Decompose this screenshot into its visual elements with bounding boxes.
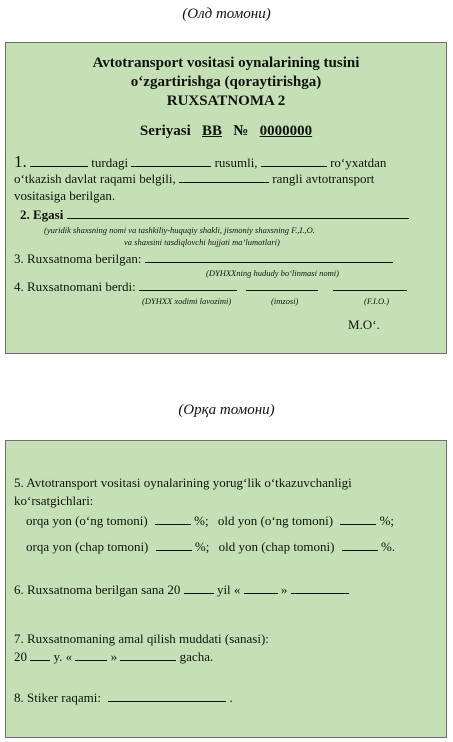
item5-line1: 5. Avtotransport vositasi oynalarining yorug‘lik o‘tkazuvchanligi bbox=[14, 475, 352, 490]
validity-day-blank[interactable] bbox=[75, 649, 107, 661]
front-left-percent: %. bbox=[381, 539, 396, 554]
owner-label: 2. Egasi bbox=[20, 207, 64, 222]
front-side-caption: (Олд томони) bbox=[182, 6, 271, 22]
sticker-number-blank[interactable] bbox=[108, 690, 226, 702]
vehicle-type-blank[interactable] bbox=[30, 155, 88, 167]
issue-day-close: » bbox=[280, 582, 288, 597]
item1-plate-label: o‘tkazish davlat raqami belgili, bbox=[14, 171, 176, 186]
sticker-label: 8. Stiker raqami: bbox=[14, 690, 102, 705]
item1-brand-label: rusumli, bbox=[214, 155, 258, 170]
front-left-label: old yon (chap tomoni) bbox=[218, 539, 335, 554]
back-side-caption: (Орқа томони) bbox=[178, 402, 275, 418]
permit-front-side bbox=[5, 42, 447, 354]
item8-line bbox=[14, 690, 446, 706]
issuer-position-blank[interactable] bbox=[139, 279, 237, 291]
item1-color-label: rangli avtotransport bbox=[272, 171, 375, 186]
item6-line bbox=[14, 582, 446, 598]
issue-day-blank[interactable] bbox=[244, 582, 278, 594]
series-label: Seriyasi bbox=[139, 123, 191, 139]
vehicle-model-blank[interactable] bbox=[131, 155, 211, 167]
color-blank[interactable] bbox=[179, 171, 269, 183]
registration-blank[interactable] bbox=[261, 155, 327, 167]
item1-line3: vositasiga berilgan. bbox=[14, 188, 116, 203]
item3-line bbox=[14, 251, 446, 267]
owner-hint-1: (yuridik shaxsning nomi va tashkiliy-huquqiy shakli, jismoniy shaxsning F.,I.,O. bbox=[44, 225, 315, 235]
issuer-signature-hint: (imzosi) bbox=[271, 296, 299, 306]
validity-day-close: » bbox=[110, 649, 118, 664]
rear-right-label: orqa yon (o‘ng tomoni) bbox=[26, 513, 148, 528]
owner-hint-2: va shaxsini tasdiqlovchi hujjati ma’lumotlari) bbox=[124, 237, 280, 247]
issued-by-blank[interactable] bbox=[145, 251, 393, 263]
title-line-1: Avtotransport vositasi oynalarining tusini bbox=[92, 55, 360, 71]
issuer-name-blank[interactable] bbox=[333, 279, 407, 291]
front-right-label: old yon (o‘ng tomoni) bbox=[217, 513, 334, 528]
item2-line bbox=[20, 207, 446, 223]
tint-row-right bbox=[26, 513, 446, 529]
front-right-percent-blank[interactable] bbox=[340, 513, 376, 525]
issuer-position-hint: (DYHXX xodimi lavozimi) bbox=[142, 296, 232, 306]
issued-by-hint: (DYHXXning hududy bo‘linmasi nomi) bbox=[206, 268, 339, 278]
validity-year-label: y. « bbox=[53, 649, 73, 664]
owner-blank[interactable] bbox=[67, 207, 409, 219]
front-right-percent: %; bbox=[379, 513, 395, 528]
title-line-2: o‘zgartirishga (qoraytirishga) bbox=[130, 74, 322, 90]
item7-line1: 7. Ruxsatnomaning amal qilish muddati (sanasi): bbox=[14, 631, 269, 646]
validity-prefix: 20 bbox=[14, 649, 27, 664]
tint-row-left bbox=[26, 539, 446, 555]
item1-type-label: turdagi bbox=[91, 155, 129, 170]
number-sign: № bbox=[233, 123, 249, 139]
number-value: 0000000 bbox=[259, 123, 313, 139]
rear-right-percent-blank[interactable] bbox=[155, 513, 191, 525]
item7-line2 bbox=[14, 649, 446, 665]
series-line bbox=[6, 123, 446, 140]
issuer-label: 4. Ruxsatnomani berdi: bbox=[14, 279, 136, 294]
item1-line2 bbox=[14, 171, 446, 187]
permit-back-side bbox=[5, 440, 447, 738]
issuer-name-hint: (F.I.O.) bbox=[364, 296, 390, 306]
rear-left-label: orqa yon (chap tomoni) bbox=[26, 539, 149, 554]
validity-month-blank[interactable] bbox=[120, 649, 176, 661]
issue-month-blank[interactable] bbox=[291, 582, 349, 594]
item4-line bbox=[14, 279, 446, 295]
issue-year-blank[interactable] bbox=[184, 582, 214, 594]
rear-left-percent: %; bbox=[194, 539, 210, 554]
validity-gacha: gacha. bbox=[179, 649, 214, 664]
rear-right-percent: %; bbox=[194, 513, 209, 528]
issued-by-label: 3. Ruxsatnoma berilgan: bbox=[14, 251, 142, 266]
stamp-place: M.O‘. bbox=[348, 317, 380, 332]
validity-year-blank[interactable] bbox=[30, 649, 50, 661]
title-line-3: RUXSATNOMA 2 bbox=[166, 93, 286, 109]
issuer-signature-blank[interactable] bbox=[246, 279, 318, 291]
item1-reg-label: ro‘yxatdan bbox=[330, 155, 387, 170]
rear-left-percent-blank[interactable] bbox=[156, 539, 192, 551]
item1-line1 bbox=[14, 152, 446, 172]
issue-year-label: yil « bbox=[216, 582, 241, 597]
series-value: BB bbox=[202, 123, 223, 139]
sticker-end: . bbox=[229, 690, 233, 705]
front-left-percent-blank[interactable] bbox=[342, 539, 378, 551]
item1-number: 1. bbox=[14, 152, 27, 171]
issue-date-label: 6. Ruxsatnoma berilgan sana 20 bbox=[14, 582, 181, 597]
item5-line2: ko‘rsatgichlari: bbox=[14, 493, 94, 508]
